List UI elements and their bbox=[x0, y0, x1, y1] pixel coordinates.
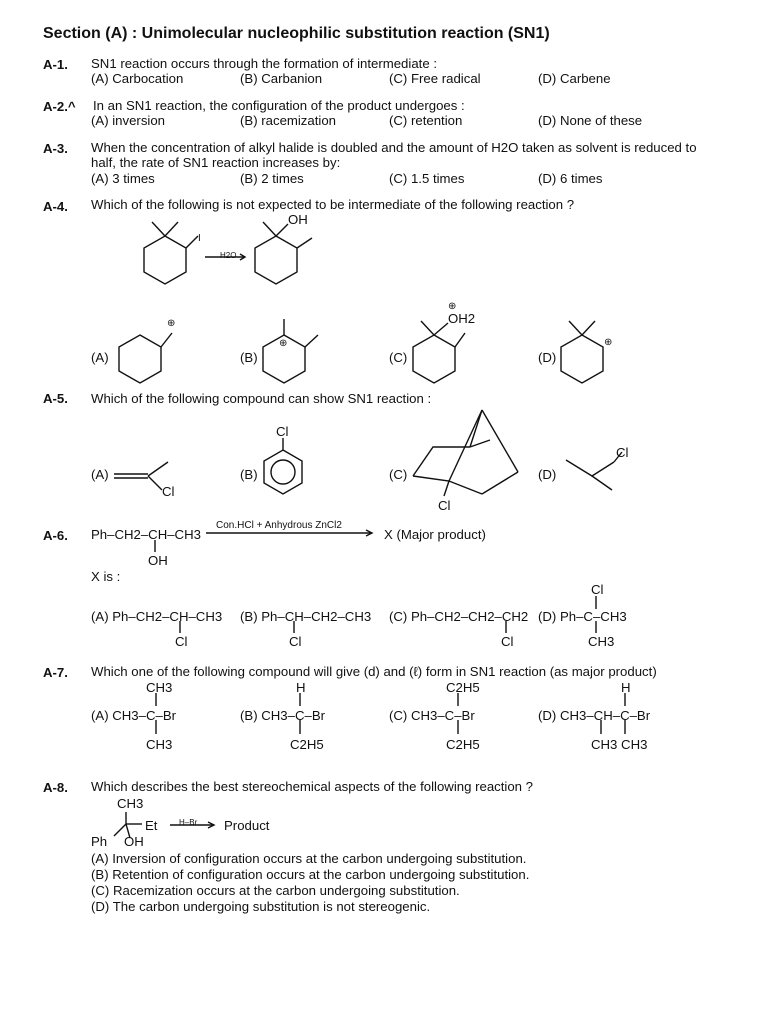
a5-option-d-label: (D) bbox=[538, 467, 557, 482]
option-a8-c: (C) Racemization occurs at the carbon undergoing substitution. bbox=[91, 883, 460, 898]
a6-reagent: Con.HCl + Anhydrous ZnCl2 bbox=[216, 520, 342, 531]
option-a2-c: (C) retention bbox=[389, 113, 463, 128]
a7-c-bottom: C2H5 bbox=[446, 737, 480, 752]
option-a8-a: (A) Inversion of configuration occurs at the carbon undergoing substitution. bbox=[91, 851, 527, 866]
a6-option-d-ch3: CH3 bbox=[588, 634, 615, 649]
option-a8-b: (B) Retention of configuration occurs at the carbon undergoing substitution. bbox=[91, 867, 530, 882]
a5-option-b-label: (B) bbox=[240, 467, 258, 482]
a5-option-a-cl: Cl bbox=[162, 484, 175, 499]
a6-product: X (Major product) bbox=[384, 527, 486, 542]
a4-option-d-charge: ⊕ bbox=[604, 337, 613, 348]
a5-option-d-chain bbox=[566, 460, 614, 476]
a6-option-d: (D) Ph–C–CH3 bbox=[538, 609, 627, 624]
option-a1-b: (B) Carbanion bbox=[240, 71, 323, 86]
a5-option-d-cl: Cl bbox=[616, 445, 629, 460]
a7-b-bottom: C2H5 bbox=[290, 737, 324, 752]
a7-a-bottom: CH3 bbox=[146, 737, 173, 752]
option-a3-d: (D) 6 times bbox=[538, 171, 603, 186]
a4-product-oh: OH bbox=[288, 212, 308, 227]
a4-reagent: H2O bbox=[220, 251, 237, 260]
question-number-a6: A-6. bbox=[43, 528, 68, 543]
a4-option-c-oh2: OH2 bbox=[448, 311, 476, 326]
question-text-a1: SN1 reaction occurs through the formation of intermediate : bbox=[91, 56, 437, 71]
option-a2-a: (A) inversion bbox=[91, 113, 166, 128]
question-number-a2: A-2.^ bbox=[43, 99, 76, 114]
a5-option-c-cl: Cl bbox=[438, 498, 451, 513]
a8-product: Product bbox=[224, 818, 270, 833]
question-number-a3: A-3. bbox=[43, 141, 68, 156]
section-title: Section (A) : Unimolecular nucleophilic substitution reaction (SN1) bbox=[43, 25, 550, 42]
question-text-a4: Which of the following is not expected to be intermediate of the following reaction ? bbox=[91, 197, 575, 212]
question-text-a2: In an SN1 reaction, the configuration of the product undergoes : bbox=[93, 98, 465, 113]
a4-reactant-ring bbox=[144, 236, 186, 284]
a5-option-a-label: (A) bbox=[91, 467, 109, 482]
a4-option-c-ring bbox=[413, 335, 455, 383]
a7-b-label: (B) CH3–C–Br bbox=[240, 708, 326, 723]
a7-c-top: C2H5 bbox=[446, 680, 480, 695]
question-text-a3-line2: half, the rate of SN1 reaction increases by: bbox=[91, 155, 341, 170]
option-a2-b: (B) racemization bbox=[240, 113, 337, 128]
a4-option-b-label: (B) bbox=[240, 350, 258, 365]
option-a3-b: (B) 2 times bbox=[240, 171, 304, 186]
a6-option-b-cl: Cl bbox=[289, 634, 302, 649]
question-number-a4: A-4. bbox=[43, 199, 68, 214]
question-number-a5: A-5. bbox=[43, 391, 68, 406]
a6-option-a-cl: Cl bbox=[175, 634, 188, 649]
a6-option-a: (A) Ph–CH2–CH–CH3 bbox=[91, 609, 223, 624]
a8-ch3: CH3 bbox=[117, 796, 144, 811]
a4-option-d-label: (D) bbox=[538, 350, 557, 365]
a4-product-ring bbox=[255, 236, 297, 284]
option-a3-c: (C) 1.5 times bbox=[389, 171, 465, 186]
a5-option-b-cl: Cl bbox=[276, 424, 289, 439]
a6-reactant-oh: OH bbox=[148, 553, 168, 568]
a4-option-a-ring bbox=[119, 335, 161, 383]
option-a2-d: (D) None of these bbox=[538, 113, 643, 128]
a5-option-b-ring bbox=[264, 450, 302, 494]
a4-option-d-ring bbox=[561, 335, 603, 383]
question-number-a8: A-8. bbox=[43, 780, 68, 795]
a6-x-is: X is : bbox=[91, 569, 121, 584]
a7-d-bottom: CH3 CH3 bbox=[591, 737, 648, 752]
a4-option-a-charge: ⊕ bbox=[167, 318, 176, 329]
question-number-a1: A-1. bbox=[43, 57, 68, 72]
a6-option-c-cl: Cl bbox=[501, 634, 514, 649]
a8-oh: OH bbox=[124, 834, 144, 849]
a4-option-b-charge: ⊕ bbox=[279, 338, 288, 349]
a7-d-top: H bbox=[621, 680, 631, 695]
a4-option-a-label: (A) bbox=[91, 350, 109, 365]
question-number-a7: A-7. bbox=[43, 665, 68, 680]
a7-a-label: (A) CH3–C–Br bbox=[91, 708, 177, 723]
question-text-a7: Which one of the following compound will give (d) and (ℓ) form in SN1 reaction (as major product) bbox=[91, 664, 657, 679]
a4-option-c-label: (C) bbox=[389, 350, 408, 365]
option-a3-a: (A) 3 times bbox=[91, 171, 155, 186]
a8-et: Et bbox=[145, 818, 158, 833]
a4-option-c-charge: ⊕ bbox=[448, 301, 457, 312]
a6-option-c: (C) Ph–CH2–CH2–CH2 bbox=[389, 609, 529, 624]
a4-reactant-iodine: I bbox=[198, 233, 201, 244]
question-text-a5: Which of the following compound can show SN1 reaction : bbox=[91, 391, 432, 406]
option-a1-a: (A) Carbocation bbox=[91, 71, 184, 86]
a6-option-d-cl: Cl bbox=[591, 582, 604, 597]
a8-ph: Ph bbox=[91, 834, 108, 849]
question-text-a3-line1: When the concentration of alkyl halide is doubled and the amount of H2O taken as solvent is reduced to bbox=[91, 140, 697, 155]
a8-reagent: H–Br bbox=[179, 818, 198, 827]
a7-c-label: (C) CH3–C–Br bbox=[389, 708, 475, 723]
option-a1-d: (D) Carbene bbox=[538, 71, 611, 86]
option-a8-d: (D) The carbon undergoing substitution is not stereogenic. bbox=[91, 899, 431, 914]
question-text-a8: Which describes the best stereochemical aspects of the following reaction ? bbox=[91, 779, 534, 794]
a6-reactant: Ph–CH2–CH–CH3 bbox=[91, 527, 201, 542]
a5-option-c-label: (C) bbox=[389, 467, 408, 482]
option-a1-c: (C) Free radical bbox=[389, 71, 481, 86]
a6-option-b: (B) Ph–CH–CH2–CH3 bbox=[240, 609, 372, 624]
a5-option-c-cage bbox=[413, 447, 470, 476]
a7-b-top: H bbox=[296, 680, 306, 695]
a7-a-top: CH3 bbox=[146, 680, 173, 695]
a7-d-label: (D) CH3–CH–C–Br bbox=[538, 708, 651, 723]
